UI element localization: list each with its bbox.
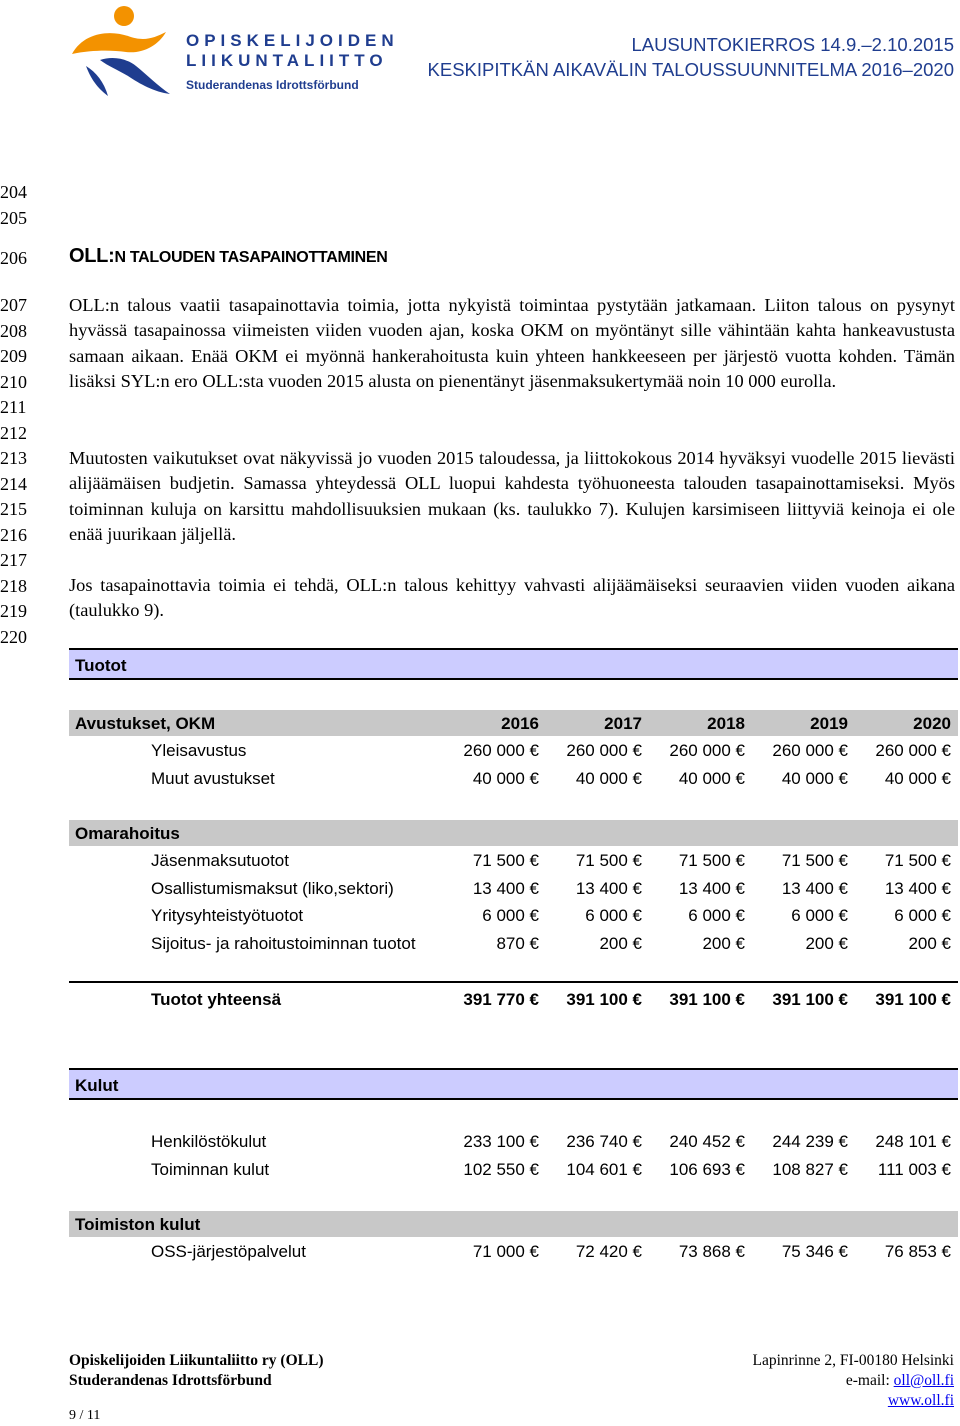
- footer-address: Lapinrinne 2, FI-00180 Helsinki: [752, 1352, 954, 1369]
- row-value: 260 000 €: [669, 741, 745, 760]
- row-value: 40 000 €: [575, 769, 642, 788]
- row-label: Osallistumismaksut (liko,sektori): [151, 879, 394, 898]
- total-row: [69, 987, 958, 1013]
- logo-text-line1: OPISKELIJOIDEN: [186, 31, 399, 50]
- row-value: 13 400 €: [678, 879, 745, 898]
- line-number: 215: [0, 499, 27, 519]
- header-consultation: LAUSUNTOKIERROS 14.9.–2.10.2015: [631, 34, 954, 55]
- row-value: 260 000 €: [875, 741, 951, 760]
- footer-email-label: e-mail:: [845, 1372, 894, 1389]
- row-label: OSS-järjestöpalvelut: [151, 1242, 306, 1261]
- line-number: 213: [0, 448, 27, 468]
- line-number: 214: [0, 474, 27, 494]
- row-value: 13 400 €: [575, 879, 642, 898]
- row-value: 13 400 €: [781, 879, 848, 898]
- runner-logo-icon: [66, 2, 186, 98]
- line-number: 219: [0, 601, 27, 621]
- total-value: 391 770 €: [463, 990, 539, 1009]
- row-value: 72 420 €: [575, 1242, 642, 1261]
- row-value: 106 693 €: [669, 1160, 745, 1179]
- table-row: [69, 1129, 958, 1155]
- line-number: 211: [0, 397, 27, 417]
- row-value: 104 601 €: [566, 1160, 642, 1179]
- heading-prefix: OLL:: [69, 245, 115, 267]
- line-number: 210: [0, 372, 27, 392]
- row-value: 248 101 €: [875, 1132, 951, 1151]
- grants-header-row: [69, 710, 958, 736]
- row-value: 40 000 €: [781, 769, 848, 788]
- row-value: 233 100 €: [463, 1132, 539, 1151]
- line-number: 206: [0, 248, 27, 268]
- row-label: Yleisavustus: [151, 741, 247, 760]
- row-value: 71 500 €: [884, 851, 951, 870]
- row-label: Jäsenmaksutuotot: [151, 851, 289, 870]
- row-value: 240 452 €: [669, 1132, 745, 1151]
- year-header: 2019: [810, 714, 848, 733]
- footer-org-name-swedish: Studerandenas Idrottsförbund: [69, 1372, 272, 1389]
- row-value: 76 853 €: [884, 1242, 951, 1261]
- footer-web-line: [753, 1391, 954, 1411]
- costs-section-header: [69, 1068, 958, 1100]
- header-right: [428, 32, 954, 82]
- row-value: 40 000 €: [884, 769, 951, 788]
- paragraph-3: Jos tasapainottavia toimia ei tehdä, OLL:n talous kehittyy vahvasti alijäämäiseksi seuraavien viiden vuoden aikana (taulukko 9).: [69, 575, 955, 621]
- row-value: 13 400 €: [472, 879, 539, 898]
- line-number: 208: [0, 321, 27, 341]
- row-label: Sijoitus- ja rahoitustoiminnan tuotot: [151, 934, 416, 953]
- table-row: [69, 848, 958, 874]
- row-value: 73 868 €: [678, 1242, 745, 1261]
- row-value: 71 000 €: [472, 1242, 539, 1261]
- row-value: 260 000 €: [463, 741, 539, 760]
- total-value: 391 100 €: [772, 990, 848, 1009]
- footer-web-link[interactable]: www.oll.fi: [887, 1392, 954, 1409]
- logo-text-line2: LIIKUNTALIITTO: [186, 51, 388, 70]
- row-label: Yritysyhteistyötuotot: [151, 906, 304, 925]
- table-row: [69, 876, 958, 902]
- line-number: 218: [0, 576, 27, 596]
- row-value: 71 500 €: [678, 851, 745, 870]
- line-number: 212: [0, 423, 27, 443]
- year-header: 2020: [913, 714, 951, 733]
- line-number: 217: [0, 550, 27, 570]
- row-label: Muut avustukset: [151, 769, 275, 788]
- page-number: 9 / 11: [69, 1408, 101, 1423]
- row-value: 200 €: [908, 934, 951, 953]
- row-value: 244 239 €: [772, 1132, 848, 1151]
- row-value: 6 000 €: [894, 906, 951, 925]
- total-value: 391 100 €: [566, 990, 642, 1009]
- line-number: 204: [0, 182, 27, 202]
- row-value: 236 740 €: [566, 1132, 642, 1151]
- row-value: 111 003 €: [877, 1160, 951, 1179]
- row-value: 6 000 €: [585, 906, 642, 925]
- row-value: 870 €: [496, 934, 539, 953]
- costs-title: Kulut: [75, 1076, 119, 1095]
- section-heading: [69, 245, 388, 268]
- row-value: 75 346 €: [781, 1242, 848, 1261]
- row-label: Henkilöstökulut: [151, 1132, 267, 1151]
- logo-text-line3: Studerandenas Idrottsförbund: [186, 78, 359, 92]
- line-number: 216: [0, 525, 27, 545]
- office-costs-label: Toimiston kulut: [75, 1215, 201, 1234]
- row-value: 13 400 €: [884, 879, 951, 898]
- row-label: Toiminnan kulut: [151, 1160, 270, 1179]
- grants-label: Avustukset, OKM: [75, 714, 216, 733]
- year-header: 2018: [707, 714, 745, 733]
- income-title: Tuotot: [75, 656, 127, 675]
- row-value: 6 000 €: [688, 906, 745, 925]
- row-value: 71 500 €: [781, 851, 848, 870]
- table-row: [69, 766, 958, 792]
- row-value: 40 000 €: [472, 769, 539, 788]
- total-value: 391 100 €: [669, 990, 745, 1009]
- line-number: 207: [0, 295, 27, 315]
- total-label: Tuotot yhteensä: [151, 990, 282, 1009]
- row-value: 200 €: [805, 934, 848, 953]
- row-value: 6 000 €: [482, 906, 539, 925]
- row-value: 40 000 €: [678, 769, 745, 788]
- line-number: 209: [0, 346, 27, 366]
- row-value: 260 000 €: [772, 741, 848, 760]
- row-value: 260 000 €: [566, 741, 642, 760]
- row-value: 108 827 €: [772, 1160, 848, 1179]
- row-value: 71 500 €: [575, 851, 642, 870]
- line-number: 220: [0, 627, 27, 647]
- row-value: 200 €: [702, 934, 745, 953]
- footer-org-name: Opiskelijoiden Liikuntaliitto ry (OLL): [69, 1352, 324, 1369]
- office-costs-header-row: [69, 1211, 958, 1237]
- table-row: [69, 931, 958, 957]
- footer-email-line: [753, 1371, 954, 1391]
- table-row: [69, 1239, 958, 1265]
- paragraph-1: OLL:n talous vaatii tasapainottavia toimia, jotta nykyistä toimintaa pystytään jatkamaan. Liiton talous on pysynyt hyvässä tasapainossa viimeisten viiden vuoden ajan, koska OKM on myöntänyt sille vähintään kahta hankeavustusta samaan aikaan. Enää OKM ei myönnä hankerahoitusta kuin yhteen hankkeeseen per järjestö vuotta kohden. Tämän lisäksi SYL:n ero OLL:sta vuoden 2015 alusta on pienentänyt jäsenmaksukertymää noin 10 000 eurolla.: [69, 295, 955, 392]
- footer-contact: [753, 1351, 954, 1411]
- footer-organization: [69, 1351, 324, 1391]
- row-value: 6 000 €: [791, 906, 848, 925]
- own-funding-header-row: [69, 820, 958, 846]
- row-value: 200 €: [599, 934, 642, 953]
- footer-email-link[interactable]: oll@oll.fi: [893, 1372, 954, 1389]
- row-value: 71 500 €: [472, 851, 539, 870]
- year-header: 2017: [604, 714, 642, 733]
- table-row: [69, 1157, 958, 1183]
- line-number: 205: [0, 208, 27, 228]
- row-value: 102 550 €: [463, 1160, 539, 1179]
- income-section-header: [69, 648, 958, 680]
- table-row: [69, 903, 958, 929]
- paragraph-2: Muutosten vaikutukset ovat näkyvissä jo vuoden 2015 taloudessa, ja liittokokous 2014 hyväksyi vuodelle 2015 lievästi alijäämäisen budjetin. Samassa yhteydessä OLL luopui kahdesta työhuoneesta talouden tasapainottamiseksi. Myös toiminnan kuluja on karsittu mahdollisuuksien mukaan (ks. taulukko 7). Kulujen karsimiseen liittyviä keinoja ei ole enää juurikaan jäljellä.: [69, 448, 955, 545]
- total-value: 391 100 €: [875, 990, 951, 1009]
- year-header: 2016: [501, 714, 539, 733]
- heading-rest: N TALOUDEN TASAPAINOTTAMINEN: [114, 249, 388, 266]
- total-divider: [69, 981, 958, 983]
- header-plan-title: KESKIPITKÄN AIKAVÄLIN TALOUSSUUNNITELMA 2016–2020: [427, 59, 954, 80]
- own-funding-label: Omarahoitus: [75, 824, 180, 843]
- table-row: [69, 738, 958, 764]
